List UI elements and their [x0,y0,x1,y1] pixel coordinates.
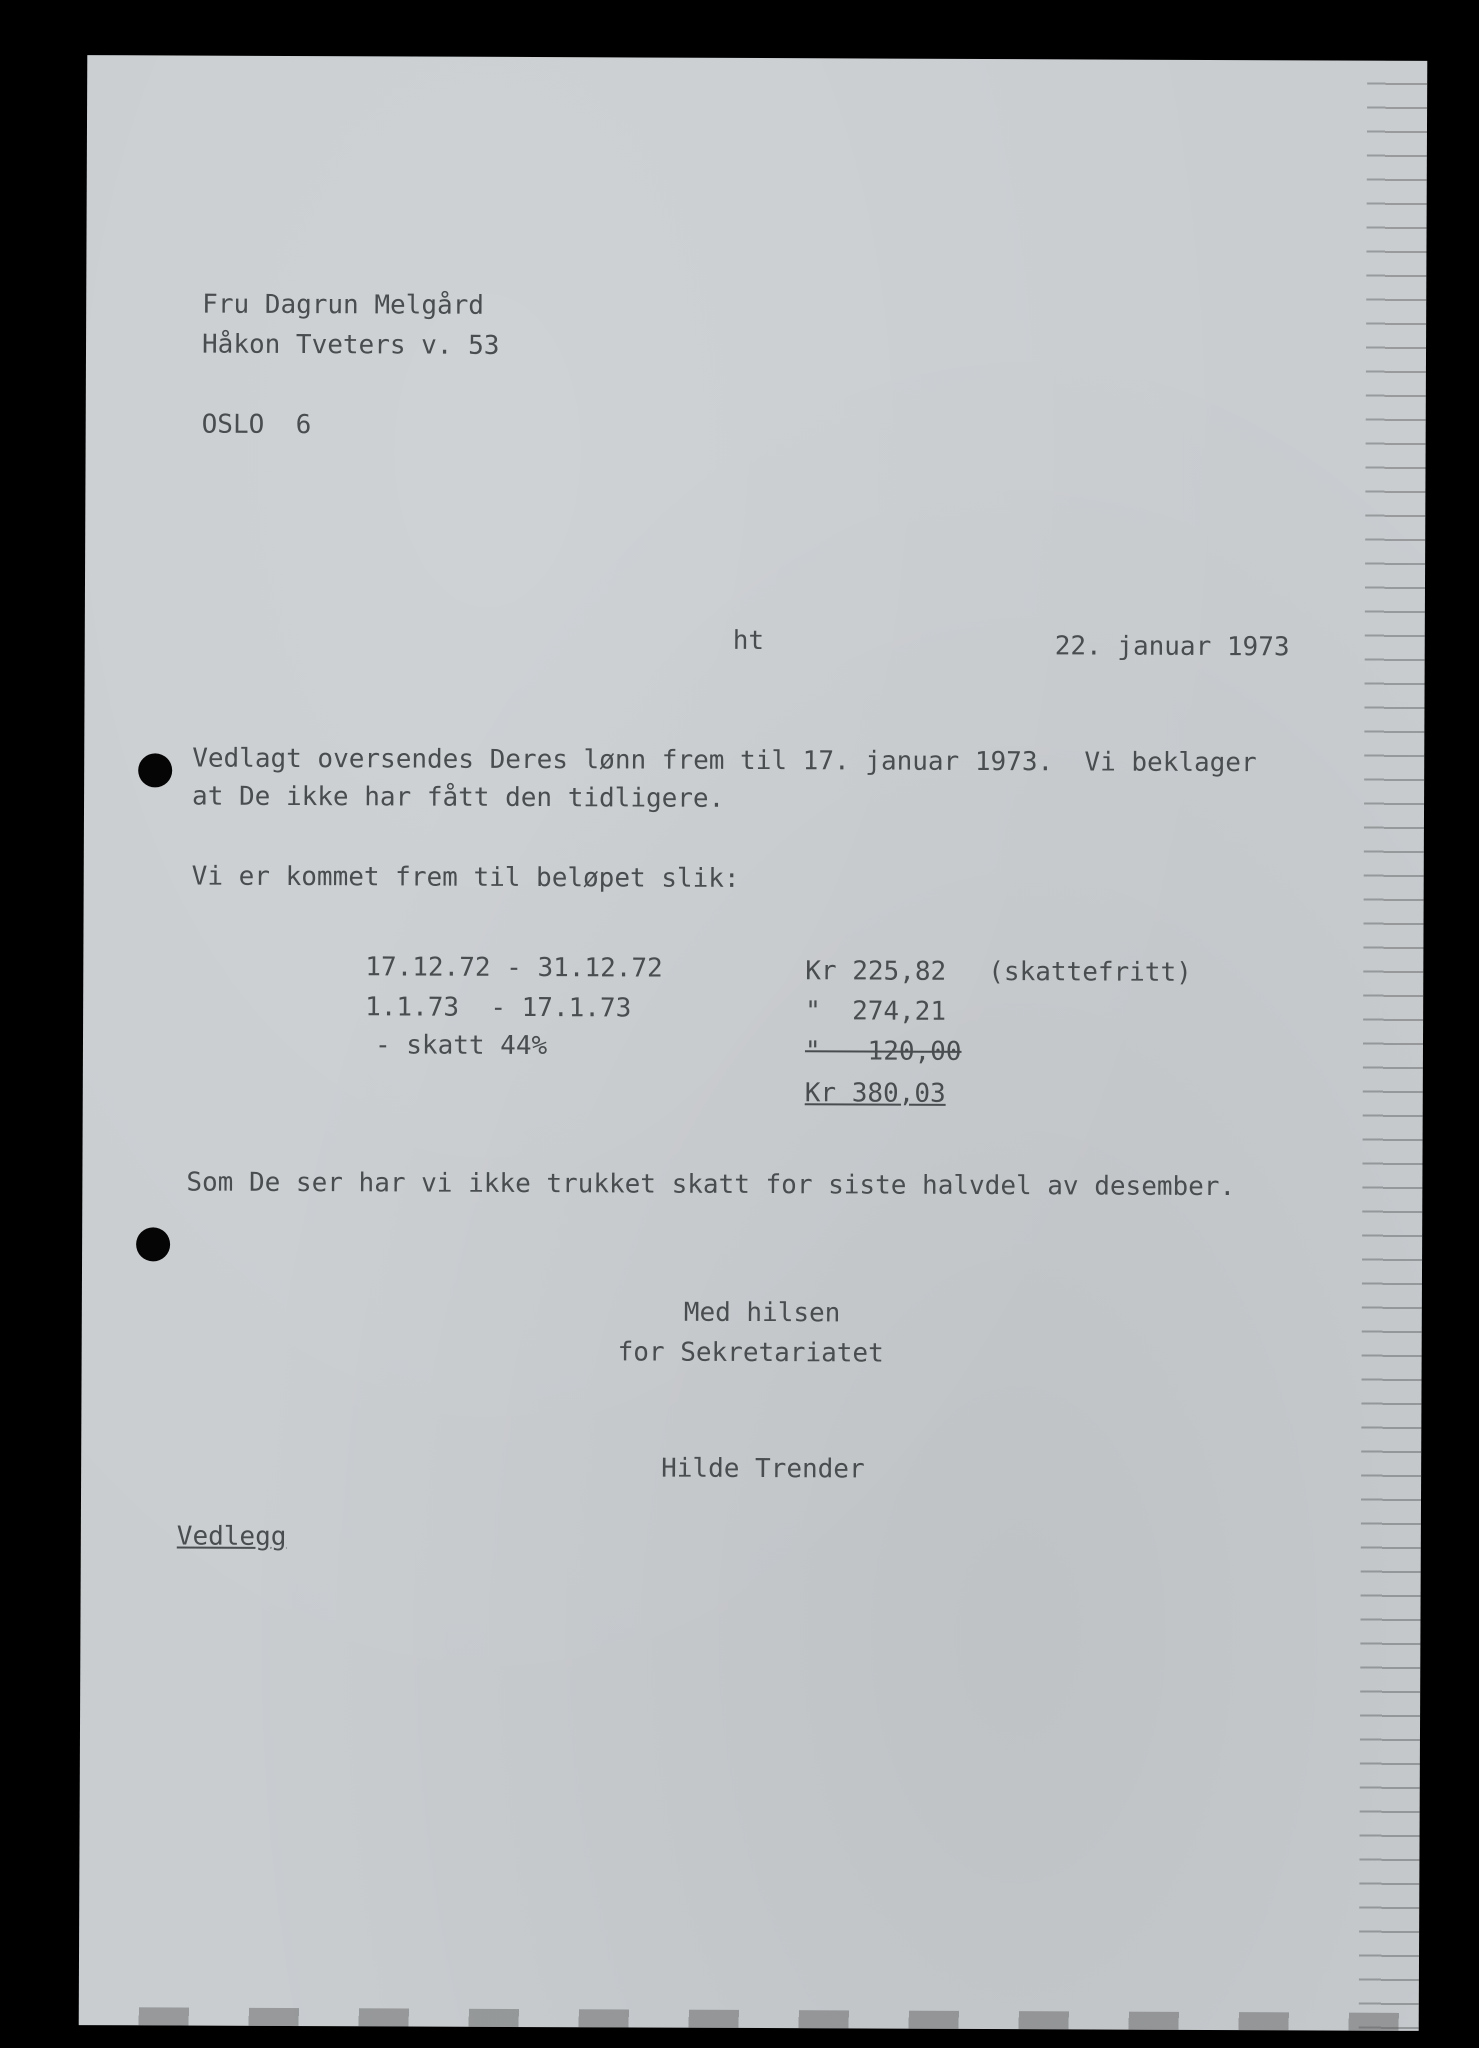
row-1-period: 17.12.72 - 31.12.72 [365,952,663,984]
row-3-amount: " 120,00 [804,1036,962,1067]
letter-page [79,55,1428,2031]
punch-hole-bottom [136,1227,170,1261]
closing-line: Som De ser har vi ikke trukket skatt for siste halvdel av desember. [186,1167,1236,1203]
body-intro: Vi er kommet frem til beløpet slik: [191,861,740,894]
body-line-2: at De ikke har fått den tidligere. [192,781,725,814]
body-line-1: Vedlagt oversendes Deres lønn frem til 17. januar 1973. Vi beklager [192,743,1257,779]
row-2-amount: " 274,21 [805,996,947,1027]
row-3-period: - skatt 44% [374,1030,548,1062]
signoff-org: for Sekretariatet [617,1337,884,1369]
signoff-greeting: Med hilsen [683,1297,841,1329]
punch-hole-top [138,753,172,787]
row-1-amount: Kr 225,82 [805,956,947,987]
scan-bottom-marks [79,2007,1419,2031]
signer-name: Hilde Trender [661,1453,865,1485]
recipient-city: OSLO 6 [201,409,312,441]
scan-edge-marks [1359,61,1428,2031]
recipient-street: Håkon Tveters v. 53 [201,329,500,361]
recipient-name: Fru Dagrun Melgård [202,289,485,321]
letter-date: 22. januar 1973 [1054,631,1290,663]
enclosure-label: Vedlegg [176,1521,287,1552]
reference-initials: ht [732,625,765,657]
total-amount: Kr 380,03 [804,1078,946,1109]
row-1-note: (skattefritt) [988,957,1192,988]
row-2-period: 1.1.73 - 17.1.73 [365,992,632,1024]
